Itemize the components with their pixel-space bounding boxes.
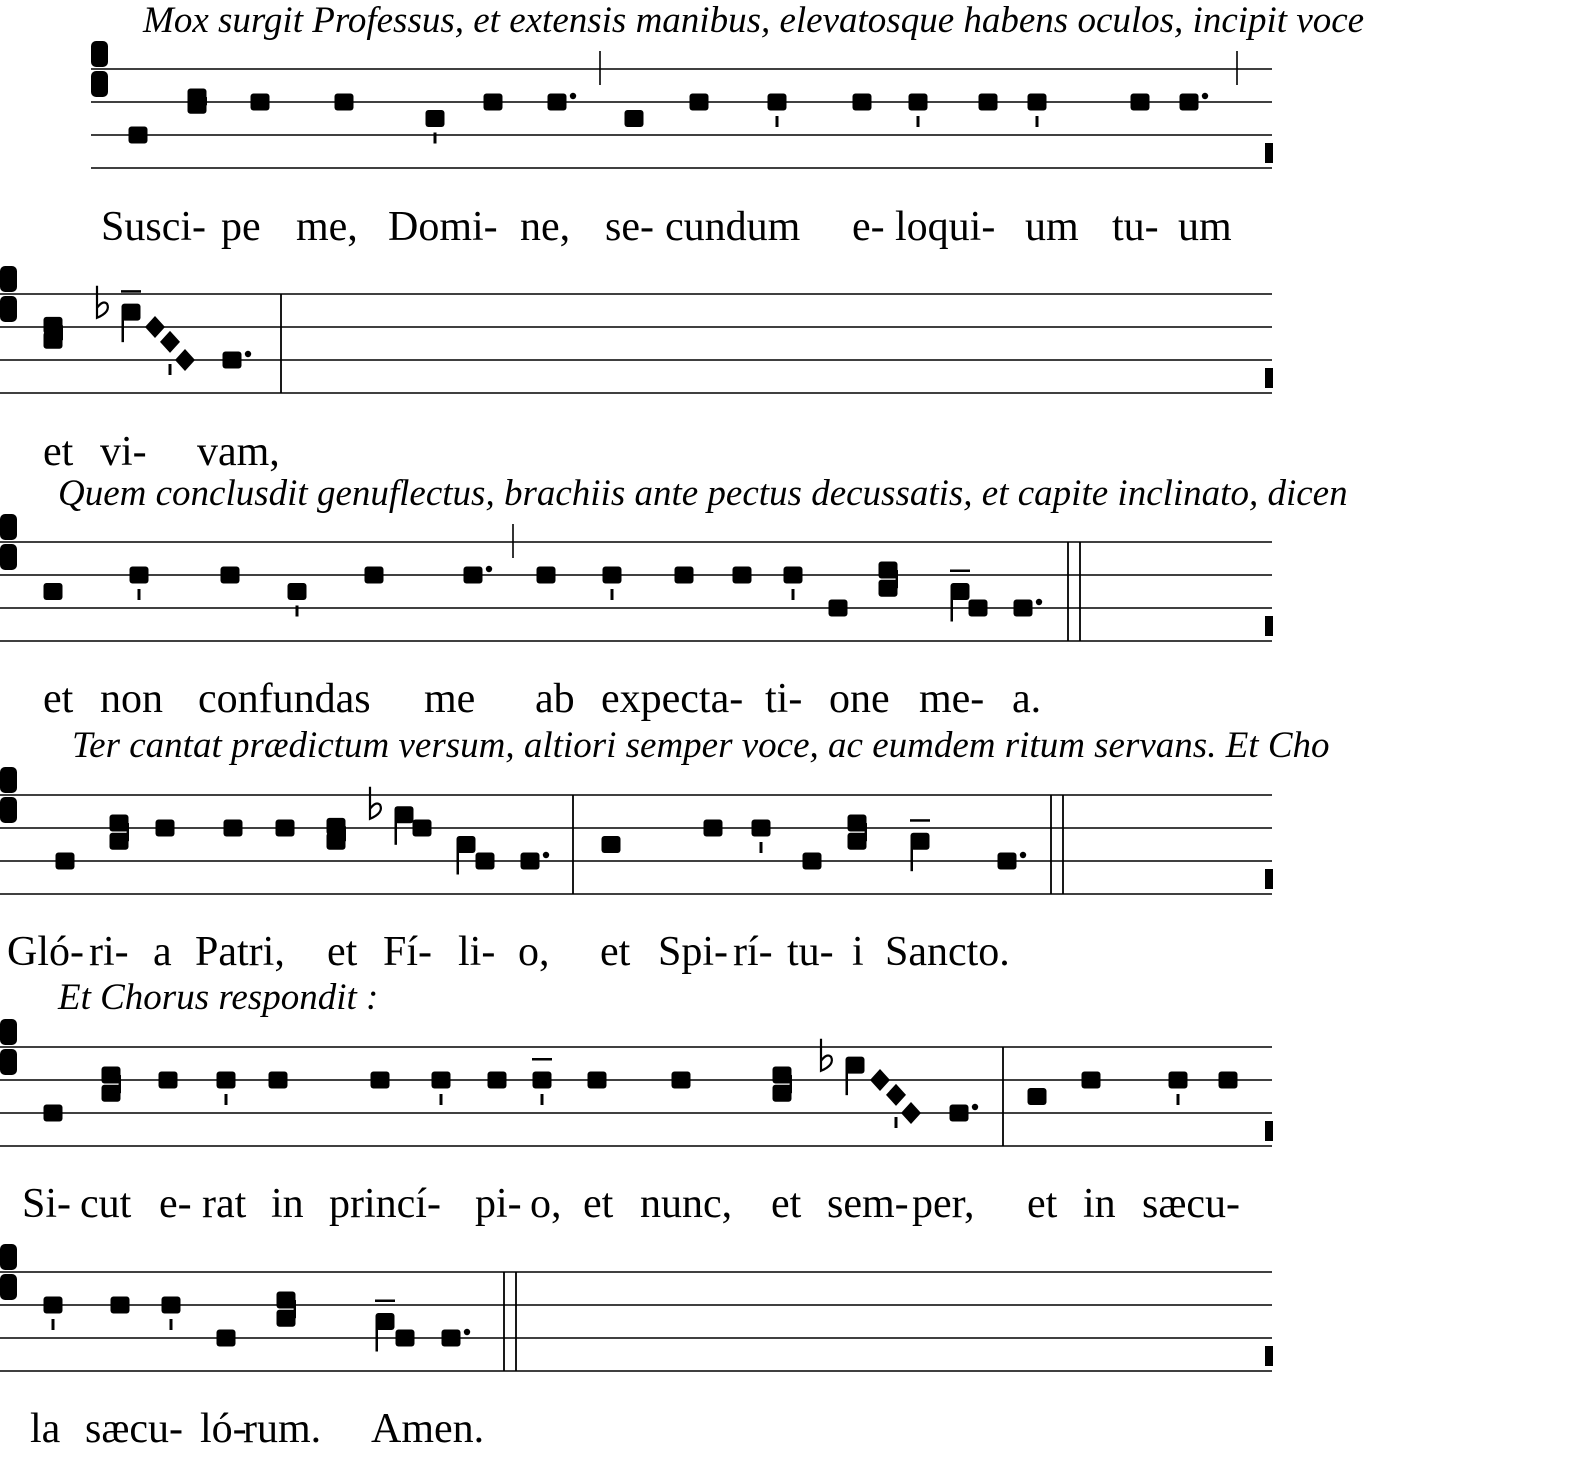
custos	[1265, 869, 1273, 889]
ictus-mark	[434, 133, 437, 144]
syllable: per,	[912, 1181, 975, 1227]
ictus-mark	[440, 1094, 443, 1105]
syllable: se-	[605, 204, 654, 250]
podatus-stem	[119, 1075, 122, 1093]
syllable: expecta-	[601, 676, 744, 722]
punctum-note	[548, 94, 567, 111]
episema-mark	[950, 570, 970, 573]
punctum-note	[773, 1067, 792, 1084]
syllable: et	[1027, 1181, 1058, 1227]
lyrics-line-4	[7, 929, 1010, 975]
podatus-stem	[896, 570, 899, 588]
punctum-note	[733, 567, 752, 584]
diamond-note	[145, 316, 165, 338]
punctum-note	[395, 806, 414, 823]
syllable: a	[153, 929, 172, 975]
punctum-note	[432, 1072, 451, 1089]
syllable: in	[1083, 1181, 1116, 1227]
c-clef-lower	[91, 71, 108, 97]
punctum-note	[521, 853, 540, 870]
mora-dot	[1202, 93, 1208, 99]
custos	[1265, 143, 1273, 163]
punctum-note	[603, 567, 622, 584]
punctum-note	[156, 820, 175, 837]
note-stem	[951, 592, 954, 622]
syllable: Patri,	[195, 929, 285, 975]
punctum-note	[879, 580, 898, 597]
syllable: ti-	[765, 676, 803, 722]
diamond-note	[160, 331, 180, 353]
syllable: vam,	[197, 429, 280, 475]
syllable: nunc,	[640, 1181, 733, 1227]
syllable: me	[424, 676, 476, 722]
diamond-note	[175, 349, 195, 371]
punctum-note	[288, 583, 307, 600]
ictus-mark	[1177, 1094, 1180, 1105]
punctum-note	[704, 820, 723, 837]
ictus-mark	[776, 116, 779, 127]
podatus-stem	[865, 823, 868, 841]
syllable: um	[1178, 204, 1232, 250]
podatus-stem	[127, 823, 130, 841]
syllable: me,	[296, 204, 358, 250]
syllable: i	[852, 929, 864, 975]
mora-dot	[1036, 599, 1042, 605]
note-stem	[395, 815, 398, 845]
podatus-stem	[344, 826, 347, 841]
punctum-note	[162, 1297, 181, 1314]
syllable: Sancto.	[885, 929, 1010, 975]
punctum-note	[224, 820, 243, 837]
punctum-note	[853, 94, 872, 111]
punctum-note	[396, 1330, 415, 1347]
punctum-note	[1028, 1088, 1047, 1105]
c-clef-upper	[91, 41, 108, 67]
punctum-note	[217, 1330, 236, 1347]
punctum-note	[1082, 1072, 1101, 1089]
punctum-note	[327, 818, 346, 835]
syllable: Susci-	[101, 204, 206, 250]
c-clef-lower	[0, 797, 17, 823]
lyrics-line-3	[43, 676, 1041, 722]
syllable: et	[43, 429, 74, 475]
syllable: et	[327, 929, 358, 975]
syllable: tu-	[787, 929, 834, 975]
ictus-mark	[917, 116, 920, 127]
note-stem	[911, 841, 914, 871]
syllable: Amen.	[371, 1406, 485, 1452]
syllable: Gló-	[7, 929, 84, 975]
syllable: rat	[202, 1181, 247, 1227]
ictus-mark	[760, 842, 763, 853]
mora-dot	[464, 1329, 470, 1335]
mora-dot	[245, 351, 251, 357]
syllable: ló-	[200, 1406, 247, 1452]
ictus-mark	[296, 606, 299, 617]
flat-sign	[97, 286, 108, 318]
podatus-stem	[205, 97, 208, 105]
punctum-note	[159, 1072, 178, 1089]
punctum-note	[110, 815, 129, 832]
punctum-note	[327, 833, 346, 850]
punctum-note	[998, 853, 1017, 870]
punctum-note	[277, 1292, 296, 1309]
custos	[1265, 368, 1273, 388]
syllable: sæcu-	[85, 1406, 183, 1452]
punctum-note	[969, 600, 988, 617]
custos	[1265, 1346, 1273, 1366]
punctum-note	[979, 94, 998, 111]
punctum-note	[602, 836, 621, 853]
syllable: cundum	[665, 204, 801, 250]
punctum-note	[784, 567, 803, 584]
punctum-note	[365, 567, 384, 584]
punctum-note	[102, 1085, 121, 1102]
punctum-note	[752, 820, 771, 837]
punctum-note	[625, 110, 644, 127]
punctum-note	[773, 1085, 792, 1102]
episema-mark	[532, 1058, 552, 1061]
punctum-note	[951, 583, 970, 600]
ictus-mark	[895, 1117, 898, 1128]
diamond-note	[870, 1069, 890, 1091]
punctum-note	[1219, 1072, 1238, 1089]
punctum-note	[122, 304, 141, 321]
rubric-4: Ter cantat prædictum versum, altiori semper voce, ac eumdem ritum servans. Et Cho	[72, 725, 1330, 766]
custos	[1265, 1121, 1273, 1141]
c-clef-upper	[0, 514, 17, 540]
punctum-note	[803, 853, 822, 870]
punctum-note	[111, 1297, 130, 1314]
punctum-note	[371, 1072, 390, 1089]
note-stem	[376, 1322, 379, 1352]
syllable: sæcu-	[1142, 1181, 1240, 1227]
syllable: sem-	[827, 1181, 909, 1227]
punctum-note	[1131, 94, 1150, 111]
punctum-note	[1169, 1072, 1188, 1089]
c-clef-upper	[0, 767, 17, 793]
punctum-note	[476, 853, 495, 870]
punctum-note	[221, 567, 240, 584]
punctum-note	[56, 853, 75, 870]
syllable: princí-	[329, 1181, 441, 1227]
ictus-mark	[52, 1319, 55, 1330]
lyrics-line-6	[30, 1406, 484, 1452]
syllable: um	[1025, 204, 1079, 250]
syllable: ri-	[89, 929, 129, 975]
syllable: non	[100, 676, 163, 722]
note-stem	[457, 845, 460, 875]
punctum-note	[217, 1072, 236, 1089]
syllable: la	[30, 1406, 61, 1452]
ictus-mark	[138, 589, 141, 600]
syllable: rum.	[243, 1406, 322, 1452]
mora-dot	[972, 1104, 978, 1110]
punctum-note	[675, 567, 694, 584]
syllable: rí-	[733, 929, 773, 975]
punctum-note	[768, 94, 787, 111]
punctum-note	[442, 1330, 461, 1347]
punctum-note	[413, 820, 432, 837]
c-clef-lower	[0, 296, 17, 322]
episema-mark	[375, 1300, 395, 1303]
punctum-note	[129, 127, 148, 144]
syllable: et	[583, 1181, 614, 1227]
c-clef-upper	[0, 1244, 17, 1270]
syllable: tu-	[1112, 204, 1159, 250]
syllable: confundas	[198, 676, 371, 722]
mora-dot	[543, 852, 549, 858]
punctum-note	[911, 833, 930, 850]
punctum-note	[188, 89, 207, 106]
punctum-note	[276, 820, 295, 837]
punctum-note	[44, 583, 63, 600]
syllable: o,	[518, 929, 550, 975]
podatus-stem	[790, 1075, 793, 1093]
c-clef-upper	[0, 1019, 17, 1045]
syllable: Si-	[22, 1181, 72, 1227]
punctum-note	[879, 562, 898, 579]
punctum-note	[102, 1067, 121, 1084]
punctum-note	[44, 1105, 63, 1122]
c-clef-upper	[0, 266, 17, 292]
punctum-note	[376, 1313, 395, 1330]
syllable: et	[771, 1181, 802, 1227]
syllable: Spi-	[658, 929, 729, 975]
syllable: pe	[221, 204, 261, 250]
syllable: pi-	[475, 1181, 522, 1227]
rubric-1: Mox surgit Professus, et extensis manibus, elevatosque habens oculos, incipit voce	[143, 0, 1365, 41]
diamond-note	[886, 1084, 906, 1106]
punctum-note	[44, 317, 63, 334]
rubric-3: Quem conclusdit genuflectus, brachiis ante pectus decussatis, et capite inclinato, dicen	[58, 473, 1348, 514]
punctum-note	[1180, 94, 1199, 111]
punctum-note	[464, 567, 483, 584]
punctum-note	[277, 1310, 296, 1327]
syllable: Fí-	[383, 929, 433, 975]
note-stem	[846, 1065, 849, 1095]
punctum-note	[909, 94, 928, 111]
flat-sign	[821, 1039, 832, 1071]
punctum-note	[950, 1105, 969, 1122]
punctum-note	[672, 1072, 691, 1089]
punctum-note	[533, 1072, 552, 1089]
ictus-mark	[1036, 116, 1039, 127]
syllable: e-	[159, 1181, 192, 1227]
punctum-note	[488, 1072, 507, 1089]
ictus-mark	[169, 364, 172, 375]
punctum-note	[44, 1297, 63, 1314]
podatus-stem	[61, 325, 64, 340]
punctum-note	[110, 833, 129, 850]
c-clef-lower	[0, 544, 17, 570]
syllable: ne,	[520, 204, 571, 250]
punctum-note	[44, 332, 63, 349]
syllable: in	[271, 1181, 304, 1227]
ictus-mark	[225, 1094, 228, 1105]
syllable: a.	[1012, 676, 1042, 722]
ictus-mark	[170, 1319, 173, 1330]
rubric-5: Et Chorus respondit :	[58, 977, 379, 1018]
syllable: one	[829, 676, 890, 722]
ictus-mark	[541, 1094, 544, 1105]
c-clef-lower	[0, 1274, 17, 1300]
lyrics-line-1	[101, 204, 1232, 250]
punctum-note	[848, 833, 867, 850]
syllable: li-	[458, 929, 496, 975]
syllable: loqui-	[895, 204, 996, 250]
ictus-mark	[611, 589, 614, 600]
punctum-note	[130, 567, 149, 584]
diamond-note	[901, 1102, 921, 1124]
lyrics-line-2	[43, 429, 280, 475]
custos	[1265, 616, 1273, 636]
mora-dot	[486, 566, 492, 572]
punctum-note	[846, 1057, 865, 1074]
punctum-note	[457, 836, 476, 853]
syllable: e-	[852, 204, 885, 250]
ictus-mark	[792, 589, 795, 600]
punctum-note	[829, 600, 848, 617]
note-stem	[122, 312, 125, 342]
syllable: et	[43, 676, 74, 722]
flat-sign	[370, 787, 381, 819]
punctum-note	[1014, 600, 1033, 617]
punctum-note	[251, 94, 270, 111]
punctum-note	[223, 352, 242, 369]
punctum-note	[690, 94, 709, 111]
syllable: vi-	[100, 429, 147, 475]
punctum-note	[335, 94, 354, 111]
episema-mark	[121, 290, 141, 293]
syllable: me-	[919, 676, 985, 722]
syllable: cut	[80, 1181, 132, 1227]
punctum-note	[269, 1072, 288, 1089]
punctum-note	[1028, 94, 1047, 111]
punctum-note	[537, 567, 556, 584]
punctum-note	[484, 94, 503, 111]
mora-dot	[1020, 852, 1026, 858]
syllable: o,	[530, 1181, 562, 1227]
syllable: ab	[535, 676, 575, 722]
podatus-stem	[294, 1300, 297, 1318]
c-clef-lower	[0, 1049, 17, 1075]
episema-mark	[910, 819, 930, 822]
punctum-note	[848, 815, 867, 832]
punctum-note	[426, 110, 445, 127]
punctum-note	[588, 1072, 607, 1089]
mora-dot	[570, 93, 576, 99]
syllable: et	[600, 929, 631, 975]
lyrics-line-5	[22, 1181, 1240, 1227]
syllable: Domi-	[388, 204, 498, 250]
